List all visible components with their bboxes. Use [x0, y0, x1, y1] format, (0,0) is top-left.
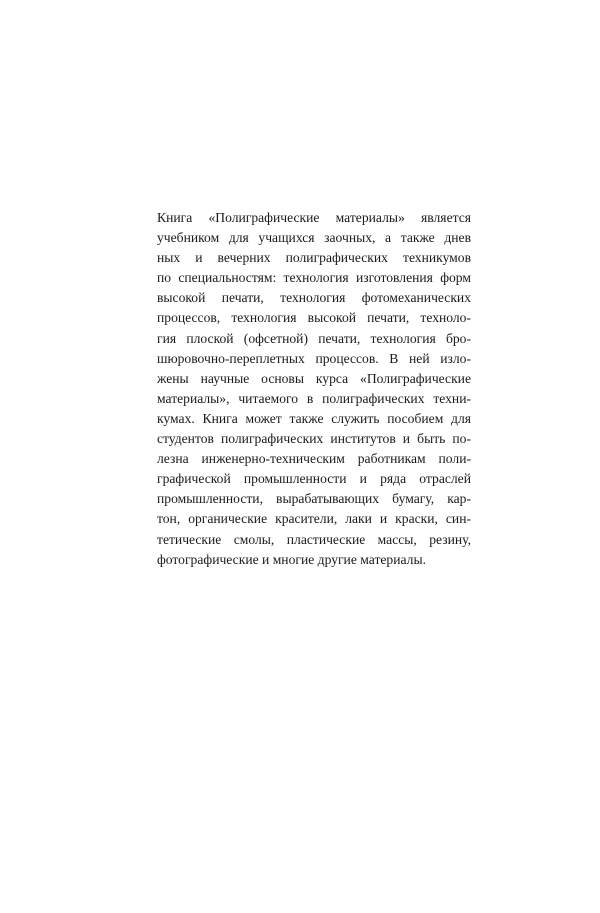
annotation-line: процессов, технология высокой печати, техноло- [157, 310, 471, 326]
annotation-line: гия плоской (офсетной) печати, технология бро- [157, 330, 471, 346]
annotation-line: графической промышленности и ряда отраслей [157, 471, 471, 487]
annotation-line: ных и вечерних полиграфических техникумов [157, 250, 471, 266]
annotation-line: студентов полиграфических институтов и быть по- [157, 431, 471, 447]
annotation-line: по специальностям: технология изготовления форм [157, 270, 471, 286]
annotation-line: высокой печати, технология фотомеханических [157, 290, 471, 306]
annotation-line: шюровочно-переплетных процессов. В ней изло- [157, 350, 471, 366]
annotation-line: промышленности, вырабатывающих бумагу, кар- [157, 491, 471, 507]
annotation-line: учебником для учащихся заочных, а также днев [157, 230, 471, 246]
book-annotation [157, 208, 471, 570]
annotation-line: лезна инженерно-техническим работникам поли- [157, 451, 471, 467]
annotation-line: тон, органические красители, лаки и краски, син- [157, 511, 471, 527]
annotation-line: кумах. Книга может также служить пособием для [157, 410, 471, 426]
annotation-line: материалы», читаемого в полиграфических техни- [157, 390, 471, 406]
annotation-line: тетические смолы, пластические массы, резину, [157, 531, 471, 547]
annotation-line: фотографические и многие другие материалы. [157, 551, 426, 567]
annotation-line: Книга «Полиграфические материалы» является [157, 210, 471, 225]
annotation-line: жены научные основы курса «Полиграфические [157, 370, 471, 386]
